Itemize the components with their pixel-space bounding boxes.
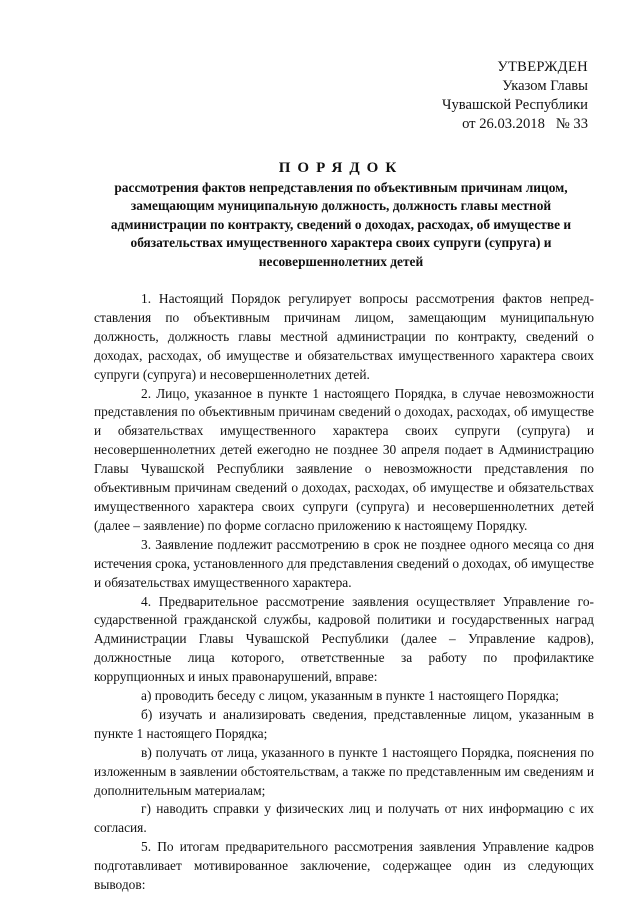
paragraph-4d: г) наводить справки у физических лиц и получать от них информацию с их согласия. bbox=[94, 801, 594, 836]
paragraph-4c: в) получать от лица, указанного в пункте 1 настоящего Порядка, пояснения по изложенным в заявлении обстоятельствам, а также по представленным им сведениям и дополнительным материалам; bbox=[94, 744, 594, 798]
paragraph-1: 1. Настоящий Порядок регулирует вопросы рассмотрения фактов непредставления по объективным причинам лицом, замещающим муниципальную должность, должность главы местной администрации по контракту, сведений о доходах, расходах, об имуществе и обязательствах имущественного характера своих супруги (супруга) и несовершеннолетних детей. bbox=[94, 291, 594, 382]
paragraph-3: 3. Заявление подлежит рассмотрению в срок не позднее одного месяца со дня истечения срока, установленного для представления сведений о доходах, об имуществе и обязательствах имущественного характера. bbox=[94, 536, 594, 590]
paragraph-5: 5. По итогам предварительного рассмотрения заявления Управление кадров подготавливает мотивированное заключение, содержащее один из следующих выводов: bbox=[94, 839, 594, 893]
document-subtitle: рассмотрения фактов непредставления по объективным причинам лицом, замещающим муниципальную должность, должность главы местной администрации по контракту, сведений о доходах, расходах, об имуществе и обязательствах имущественного характера своих супруги (супруга) и несовершеннолетних детей bbox=[110, 180, 572, 269]
document-title: ПОРЯДОК bbox=[278, 160, 404, 176]
approval-title: УТВЕРЖДЕН bbox=[497, 59, 588, 75]
paragraph-4: 4. Предварительное рассмотрение заявления осуществляет Управление государственной гражданской службы, кадровой политики и государственных наград Администрации Главы Чувашской Республики (далее – Управление кадров), должностные лица которого, ответственные за работу по профилактике коррупционных и иных правонарушений, вправе: bbox=[94, 593, 594, 685]
document-heading bbox=[94, 158, 588, 271]
approval-stamp bbox=[442, 58, 588, 134]
approval-line-1: Указом Главы bbox=[502, 78, 588, 94]
approval-line-2: Чувашской Республики bbox=[442, 97, 588, 113]
document-body bbox=[94, 290, 594, 895]
approval-date-number: от 26.03.2018 № 33 bbox=[462, 116, 588, 132]
paragraph-4a: а) проводить беседу с лицом, указанным в пункте 1 настоящего Порядка; bbox=[141, 688, 560, 704]
paragraph-2: 2. Лицо, указанное в пункте 1 настоящего Порядка, в случае невозможности представления по объективным причинам сведений о доходах, расходах, об имуществе и обязательствах имущественного характера своих супруги (супруга) и несовершеннолетних детей ежегодно не позднее 30 апреля подает в Администрацию Главы Чувашской Республики заявление о невозможности представления по объективным причинам сведений о доходах, расходах, об имуществе и обязательствах имущественного характера своих супруги (супруга) и несовершеннолетних детей (далее – заявление) по форме согласно приложению к настоящему Порядку. bbox=[94, 385, 594, 533]
paragraph-4b: б) изучать и анализировать сведения, представленные лицом, указанным в пункте 1 настоящего Порядка; bbox=[94, 706, 594, 741]
